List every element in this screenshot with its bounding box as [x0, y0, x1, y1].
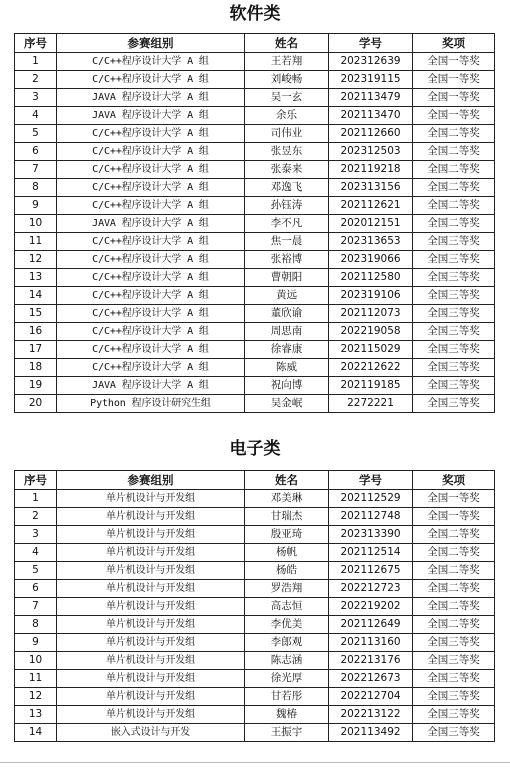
cell-student-id: 202119218 — [329, 161, 413, 179]
cell-student-id: 202319106 — [329, 287, 413, 305]
cell-award: 全国三等奖 — [413, 233, 495, 251]
cell-group: C/C++程序设计大学 A 组 — [57, 143, 245, 161]
cell-name: 张裕博 — [245, 251, 329, 269]
cell-award: 全国三等奖 — [413, 724, 495, 742]
cell-award: 全国二等奖 — [413, 562, 495, 580]
section-title-software: 软件类 — [229, 4, 281, 24]
cell-award: 全国三等奖 — [413, 341, 495, 359]
cell-group: 单片机设计与开发组 — [57, 580, 245, 598]
cell-name: 李不凡 — [245, 215, 329, 233]
table-row — [15, 53, 495, 71]
table-row — [15, 706, 495, 724]
col-header-name: 姓名 — [245, 471, 329, 490]
cell-group: C/C++程序设计大学 A 组 — [57, 233, 245, 251]
table-row — [15, 233, 495, 251]
cell-student-id: 202313653 — [329, 233, 413, 251]
cell-group: 单片机设计与开发组 — [57, 706, 245, 724]
cell-name: 周思南 — [245, 323, 329, 341]
cell-index: 6 — [15, 580, 57, 598]
software-awards-table — [14, 33, 495, 413]
table-row — [15, 269, 495, 287]
cell-name: 余乐 — [245, 107, 329, 125]
cell-index: 1 — [15, 490, 57, 508]
cell-group: 单片机设计与开发组 — [57, 652, 245, 670]
cell-award: 全国三等奖 — [413, 323, 495, 341]
table-row — [15, 197, 495, 215]
cell-name: 王若翔 — [245, 53, 329, 71]
cell-group: 单片机设计与开发组 — [57, 490, 245, 508]
table-row — [15, 526, 495, 544]
cell-name: 董欣谕 — [245, 305, 329, 323]
cell-award: 全国二等奖 — [413, 598, 495, 616]
cell-index: 9 — [15, 634, 57, 652]
cell-name: 高志恒 — [245, 598, 329, 616]
cell-group: JAVA 程序设计大学 A 组 — [57, 107, 245, 125]
cell-award: 全国二等奖 — [413, 179, 495, 197]
table-row — [15, 634, 495, 652]
table-row — [15, 598, 495, 616]
cell-student-id: 202112621 — [329, 197, 413, 215]
cell-group: 单片机设计与开发组 — [57, 526, 245, 544]
cell-name: 罗浩翔 — [245, 580, 329, 598]
cell-group: 单片机设计与开发组 — [57, 616, 245, 634]
cell-student-id: 202113470 — [329, 107, 413, 125]
cell-student-id: 202219058 — [329, 323, 413, 341]
cell-name: 陈志涵 — [245, 652, 329, 670]
cell-index: 15 — [15, 305, 57, 323]
cell-index: 10 — [15, 215, 57, 233]
cell-student-id: 202312639 — [329, 53, 413, 71]
cell-award: 全国三等奖 — [413, 251, 495, 269]
table-row — [15, 508, 495, 526]
cell-name: 邓美琳 — [245, 490, 329, 508]
cell-index: 8 — [15, 179, 57, 197]
cell-group: 嵌入式设计与开发 — [57, 724, 245, 742]
table-row — [15, 161, 495, 179]
cell-student-id: 202319066 — [329, 251, 413, 269]
table-row — [15, 670, 495, 688]
table-row — [15, 490, 495, 508]
table-row — [15, 395, 495, 413]
cell-index: 12 — [15, 251, 57, 269]
cell-group: JAVA 程序设计大学 A 组 — [57, 89, 245, 107]
cell-index: 13 — [15, 706, 57, 724]
cell-index: 12 — [15, 688, 57, 706]
cell-index: 10 — [15, 652, 57, 670]
cell-student-id: 2272221 — [329, 395, 413, 413]
table-header-row — [15, 34, 495, 53]
table-row — [15, 251, 495, 269]
cell-name: 祝向博 — [245, 377, 329, 395]
cell-name: 孙钰涛 — [245, 197, 329, 215]
cell-index: 18 — [15, 359, 57, 377]
cell-group: C/C++程序设计大学 A 组 — [57, 359, 245, 377]
cell-index: 3 — [15, 526, 57, 544]
cell-index: 17 — [15, 341, 57, 359]
electronics-table-body — [15, 490, 495, 742]
electronics-awards-table — [14, 470, 495, 742]
cell-name: 王振宇 — [245, 724, 329, 742]
cell-student-id: 202313156 — [329, 179, 413, 197]
cell-index: 11 — [15, 233, 57, 251]
cell-award: 全国二等奖 — [413, 580, 495, 598]
cell-student-id: 202113492 — [329, 724, 413, 742]
cell-student-id: 202112073 — [329, 305, 413, 323]
table-row — [15, 215, 495, 233]
cell-group: Python 程序设计研究生组 — [57, 395, 245, 413]
cell-award: 全国三等奖 — [413, 670, 495, 688]
cell-group: C/C++程序设计大学 A 组 — [57, 287, 245, 305]
cell-student-id: 202219202 — [329, 598, 413, 616]
table-row — [15, 377, 495, 395]
cell-award: 全国二等奖 — [413, 143, 495, 161]
cell-award: 全国二等奖 — [413, 215, 495, 233]
cell-index: 3 — [15, 89, 57, 107]
cell-name: 李郎观 — [245, 634, 329, 652]
cell-student-id: 202115029 — [329, 341, 413, 359]
cell-award: 全国三等奖 — [413, 652, 495, 670]
cell-group: C/C++程序设计大学 A 组 — [57, 269, 245, 287]
cell-group: 单片机设计与开发组 — [57, 508, 245, 526]
cell-name: 杨帆 — [245, 544, 329, 562]
cell-student-id: 202112514 — [329, 544, 413, 562]
cell-index: 14 — [15, 724, 57, 742]
table-row — [15, 359, 495, 377]
cell-name: 张昱东 — [245, 143, 329, 161]
cell-group: 单片机设计与开发组 — [57, 688, 245, 706]
table-row — [15, 688, 495, 706]
cell-student-id: 202012151 — [329, 215, 413, 233]
cell-award: 全国二等奖 — [413, 161, 495, 179]
cell-student-id: 202112748 — [329, 508, 413, 526]
cell-index: 5 — [15, 562, 57, 580]
cell-award: 全国三等奖 — [413, 395, 495, 413]
cell-award: 全国二等奖 — [413, 526, 495, 544]
cell-award: 全国二等奖 — [413, 544, 495, 562]
cell-award: 全国一等奖 — [413, 107, 495, 125]
cell-name: 徐光厚 — [245, 670, 329, 688]
cell-index: 4 — [15, 107, 57, 125]
cell-student-id: 202212704 — [329, 688, 413, 706]
table-row — [15, 107, 495, 125]
cell-index: 8 — [15, 616, 57, 634]
table-row — [15, 125, 495, 143]
cell-award: 全国三等奖 — [413, 269, 495, 287]
cell-index: 4 — [15, 544, 57, 562]
cell-student-id: 202112580 — [329, 269, 413, 287]
cell-group: 单片机设计与开发组 — [57, 670, 245, 688]
cell-group: C/C++程序设计大学 A 组 — [57, 71, 245, 89]
cell-group: C/C++程序设计大学 A 组 — [57, 251, 245, 269]
col-header-index: 序号 — [15, 34, 57, 53]
col-header-group: 参赛组别 — [57, 34, 245, 53]
cell-group: C/C++程序设计大学 A 组 — [57, 323, 245, 341]
cell-index: 6 — [15, 143, 57, 161]
cell-student-id: 202112649 — [329, 616, 413, 634]
cell-name: 邓逸飞 — [245, 179, 329, 197]
cell-name: 曹朝阳 — [245, 269, 329, 287]
cell-student-id: 202112660 — [329, 125, 413, 143]
cell-student-id: 202212622 — [329, 359, 413, 377]
cell-award: 全国一等奖 — [413, 490, 495, 508]
col-header-award: 奖项 — [413, 471, 495, 490]
cell-name: 魏椿 — [245, 706, 329, 724]
cell-award: 全国一等奖 — [413, 508, 495, 526]
table-row — [15, 305, 495, 323]
cell-group: C/C++程序设计大学 A 组 — [57, 341, 245, 359]
col-header-student-id: 学号 — [329, 34, 413, 53]
table-row — [15, 616, 495, 634]
cell-student-id: 202119185 — [329, 377, 413, 395]
cell-index: 5 — [15, 125, 57, 143]
cell-award: 全国二等奖 — [413, 197, 495, 215]
cell-group: 单片机设计与开发组 — [57, 634, 245, 652]
cell-student-id: 202313390 — [329, 526, 413, 544]
cell-index: 20 — [15, 395, 57, 413]
cell-index: 9 — [15, 197, 57, 215]
cell-award: 全国一等奖 — [413, 53, 495, 71]
cell-index: 1 — [15, 53, 57, 71]
cell-student-id: 202212673 — [329, 670, 413, 688]
cell-group: JAVA 程序设计大学 A 组 — [57, 215, 245, 233]
table-row — [15, 143, 495, 161]
cell-student-id: 202319115 — [329, 71, 413, 89]
cell-student-id: 202212723 — [329, 580, 413, 598]
cell-group: JAVA 程序设计大学 A 组 — [57, 377, 245, 395]
cell-group: C/C++程序设计大学 A 组 — [57, 53, 245, 71]
cell-award: 全国三等奖 — [413, 287, 495, 305]
col-header-index: 序号 — [15, 471, 57, 490]
col-header-student-id: 学号 — [329, 471, 413, 490]
table-row — [15, 179, 495, 197]
cell-group: C/C++程序设计大学 A 组 — [57, 161, 245, 179]
cell-group: 单片机设计与开发组 — [57, 562, 245, 580]
cell-student-id: 202113160 — [329, 634, 413, 652]
cell-index: 7 — [15, 161, 57, 179]
table-row — [15, 71, 495, 89]
cell-index: 16 — [15, 323, 57, 341]
cell-student-id: 202112529 — [329, 490, 413, 508]
table-row — [15, 287, 495, 305]
cell-name: 焦一晨 — [245, 233, 329, 251]
cell-name: 刘峻畅 — [245, 71, 329, 89]
cell-index: 14 — [15, 287, 57, 305]
cell-group: C/C++程序设计大学 A 组 — [57, 125, 245, 143]
table-row — [15, 544, 495, 562]
cell-index: 11 — [15, 670, 57, 688]
col-header-group: 参赛组别 — [57, 471, 245, 490]
cell-student-id: 202213122 — [329, 706, 413, 724]
cell-name: 杨皓 — [245, 562, 329, 580]
table-row — [15, 341, 495, 359]
cell-index: 2 — [15, 508, 57, 526]
section-title-electronics: 电子类 — [229, 439, 281, 459]
cell-award: 全国二等奖 — [413, 125, 495, 143]
table-header-row — [15, 471, 495, 490]
cell-name: 甘瑞杰 — [245, 508, 329, 526]
cell-name: 徐睿康 — [245, 341, 329, 359]
cell-award: 全国二等奖 — [413, 616, 495, 634]
cell-name: 吴金岷 — [245, 395, 329, 413]
cell-group: C/C++程序设计大学 A 组 — [57, 197, 245, 215]
cell-award: 全国三等奖 — [413, 634, 495, 652]
cell-name: 黄远 — [245, 287, 329, 305]
page-bottom-divider — [0, 762, 510, 763]
cell-award: 全国一等奖 — [413, 89, 495, 107]
cell-index: 19 — [15, 377, 57, 395]
table-row — [15, 89, 495, 107]
table-row — [15, 323, 495, 341]
cell-index: 13 — [15, 269, 57, 287]
cell-group: C/C++程序设计大学 A 组 — [57, 179, 245, 197]
table-row — [15, 562, 495, 580]
col-header-name: 姓名 — [245, 34, 329, 53]
cell-student-id: 202213176 — [329, 652, 413, 670]
cell-student-id: 202113479 — [329, 89, 413, 107]
table-row — [15, 652, 495, 670]
cell-award: 全国三等奖 — [413, 377, 495, 395]
software-table-body — [15, 53, 495, 413]
col-header-award: 奖项 — [413, 34, 495, 53]
cell-name: 殷亚琦 — [245, 526, 329, 544]
cell-name: 张泰来 — [245, 161, 329, 179]
cell-award: 全国三等奖 — [413, 688, 495, 706]
cell-name: 陈威 — [245, 359, 329, 377]
cell-student-id: 202112675 — [329, 562, 413, 580]
cell-index: 7 — [15, 598, 57, 616]
cell-group: 单片机设计与开发组 — [57, 544, 245, 562]
cell-award: 全国三等奖 — [413, 706, 495, 724]
cell-award: 全国一等奖 — [413, 71, 495, 89]
cell-award: 全国三等奖 — [413, 305, 495, 323]
cell-name: 吴一玄 — [245, 89, 329, 107]
cell-group: C/C++程序设计大学 A 组 — [57, 305, 245, 323]
cell-name: 李优美 — [245, 616, 329, 634]
cell-group: 单片机设计与开发组 — [57, 598, 245, 616]
cell-student-id: 202312503 — [329, 143, 413, 161]
table-row — [15, 580, 495, 598]
cell-name: 司伟业 — [245, 125, 329, 143]
cell-index: 2 — [15, 71, 57, 89]
cell-award: 全国三等奖 — [413, 359, 495, 377]
cell-name: 甘若彤 — [245, 688, 329, 706]
table-row — [15, 724, 495, 742]
